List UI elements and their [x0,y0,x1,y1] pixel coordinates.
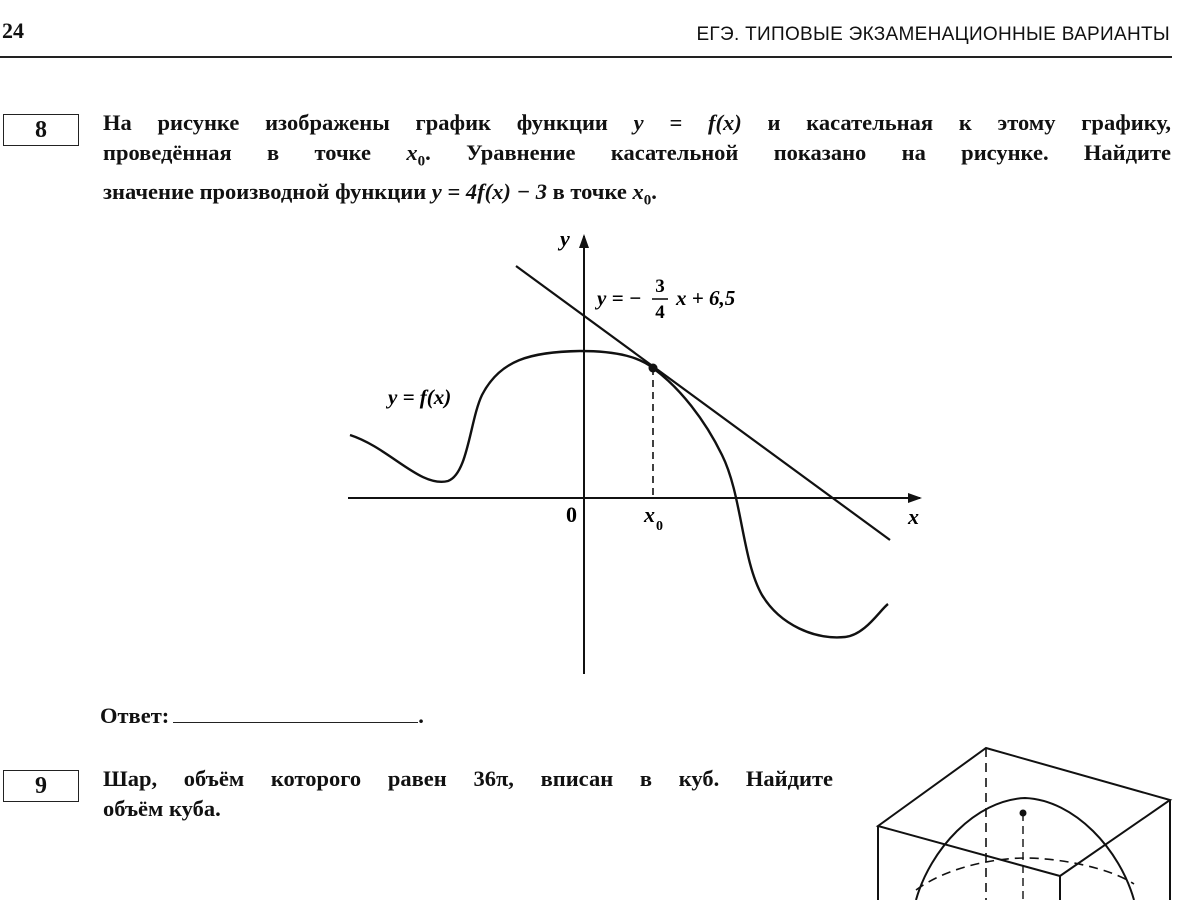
page-number: 24 [2,18,24,43]
task-8-x0: x [632,178,644,204]
task-8-text: проведённая в точке [103,140,407,165]
tangent-label-prefix: y = − [597,286,642,310]
task-8-number: 8 [35,116,47,143]
x0-label-sub: 0 [656,519,663,534]
answer-label: Ответ: [100,703,170,728]
task-8-text: . Уравнение касательной показано на рисунке. Найдите [425,140,1171,165]
task-9-line-1: Шар, объём которого равен 36π, вписан в куб. Найдите [103,766,833,791]
sphere-equator [916,858,1134,890]
task-8-text: значение производной функции [103,178,432,204]
task-8-text: На рисунке изображены график функции [103,110,634,135]
running-title: ЕГЭ. ТИПОВЫЕ ЭКЗАМЕНАЦИОННЫЕ ВАРИАНТЫ [696,24,1170,45]
tangent-frac-num: 3 [655,276,665,297]
y-axis-label: y [560,226,570,251]
sphere-top-point [1020,810,1027,817]
tangent-frac-den: 4 [655,302,665,323]
task-9-line-2: объём куба. [103,796,221,821]
function-label: y = f(x) [388,385,452,409]
answer-period: . [418,703,424,728]
origin-label: 0 [566,502,577,527]
task-8-x0-sub: 0 [417,153,426,170]
x0-label: x [644,502,655,527]
task-8-function-formula: y = f(x) [633,110,742,135]
task-8-text: в точке [546,178,633,204]
task-8-text: . [651,178,657,204]
tangent-label-suffix: x + 6,5 [676,286,736,310]
task-8-x0-sub: 0 [643,192,652,208]
x-axis-label: x [908,504,919,529]
task-8-derivative-formula: y = 4f(x) − 3 [431,178,547,204]
task-8-x0: x [406,140,418,165]
task-8-text: и касательная к этому графику, [741,110,1171,135]
task-9-number: 9 [35,772,47,799]
